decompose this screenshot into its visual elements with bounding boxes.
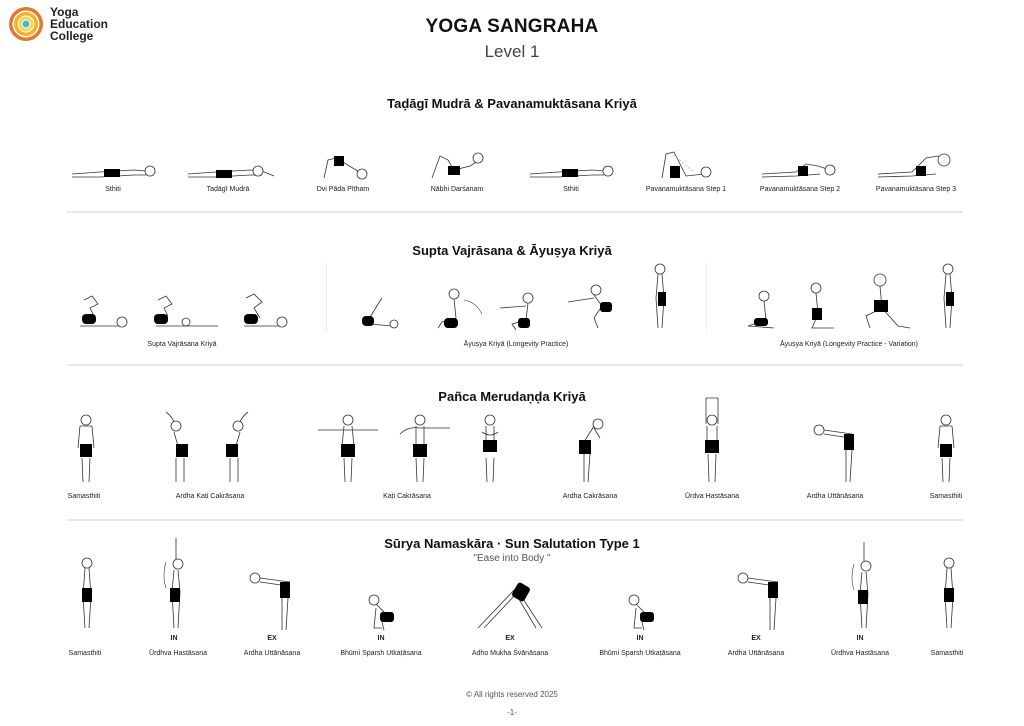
sit-up-icon (430, 288, 486, 332)
lying-supine-icon (528, 156, 618, 180)
pose-label: Nābhi Darśanam (430, 186, 484, 193)
pose-label: Kaṭi Cakrāsana (383, 493, 431, 500)
lying-supine-icon (70, 156, 160, 180)
chair-pose-icon (564, 282, 616, 332)
pose-label: Ūrdhva Hastāsana (149, 650, 207, 657)
pose-label: Ardha Uttānāsana (243, 650, 301, 657)
knee-to-chest-icon (656, 150, 716, 182)
pose-label: Ardha Uttānāsana (806, 493, 864, 500)
page-title: YOGA SANGRAHA (425, 16, 599, 37)
section-title-tadagi: Taḍāgī Mudrā & Pavanamuktāsana Kriyā (387, 96, 637, 111)
pose-label: Sthiti (563, 186, 579, 193)
downward-dog-icon (476, 580, 548, 632)
squat-icon (626, 594, 658, 632)
standing-front-icon (74, 414, 98, 484)
logo-line: College (50, 29, 94, 43)
arms-up-side-icon (162, 536, 186, 632)
pose-label: Pavanamuktāsana Step 3 (875, 186, 957, 193)
copyright-text: © All rights reserved 2025 (466, 690, 558, 699)
half-forward-fold-icon (248, 570, 296, 632)
side-bend-icon (164, 410, 192, 484)
navel-gaze-icon (428, 150, 488, 182)
side-bend-icon (222, 410, 250, 484)
group-separator (706, 262, 707, 332)
bridge-pose-icon (320, 152, 370, 182)
group-label: Āyuṣya Kriyā (Longevity Practice - Variation) (780, 341, 918, 348)
pose-label: Ūrdva Hastāsana (684, 493, 740, 500)
pose-label: Ardha Uttānāsana (727, 650, 785, 657)
standing-side-icon (648, 262, 672, 332)
pose-label: Sthiti (105, 186, 121, 193)
pose-label: Taḍāgī Mudrā (206, 186, 250, 193)
page-subtitle: Level 1 (484, 42, 540, 61)
supta-vajrasana-icon (152, 294, 222, 330)
group-label: Āyuṣya Kriyā (Longevity Practice) (463, 341, 569, 348)
breath-indicator: IN (377, 635, 385, 642)
breath-indicator: IN (170, 635, 178, 642)
lying-supine-icon (186, 156, 276, 180)
pose-label: Samasthiti (929, 493, 963, 500)
pose-label: Pavanamuktāsana Step 1 (645, 186, 727, 193)
section-divider (67, 519, 963, 521)
supta-vajrasana-icon (240, 292, 292, 330)
group-label: Supta Vajrāsana Kriyā (147, 341, 217, 348)
standing-side-icon (76, 556, 98, 632)
breath-indicator: EX (751, 635, 761, 642)
twist-icon (478, 414, 502, 484)
pose-label: Ardha Cakrāsana (562, 493, 618, 500)
logo-line: Yoga (50, 5, 79, 19)
arms-out-icon (316, 414, 380, 484)
section-subtitle: "Ease into Body " (473, 553, 551, 564)
pose-label: Pavanamuktāsana Step 2 (759, 186, 841, 193)
arms-up-icon (700, 396, 724, 484)
breath-indicator: EX (267, 635, 277, 642)
page-number: -1- (507, 708, 517, 717)
kneeling-sit-icon (742, 288, 782, 332)
twist-icon (396, 414, 452, 484)
squat-icon (366, 594, 398, 632)
leg-raise-icon (358, 294, 402, 332)
section-divider (67, 364, 963, 366)
standing-side-icon (938, 556, 960, 632)
breath-indicator: IN (636, 635, 644, 642)
pose-label: Samasthiti (67, 493, 101, 500)
section-title-panca-merudanda: Pañca Merudaṇḍa Kriyā (438, 389, 586, 404)
kneeling-lean-icon (800, 280, 840, 332)
standing-side-icon (936, 262, 960, 332)
lunge-pose-icon (860, 272, 912, 332)
section-title-surya-namaskara: Sūrya Namaskāra · Sun Salutation Type 1 (384, 536, 640, 551)
breath-indicator: IN (856, 635, 864, 642)
breath-indicator: EX (505, 635, 515, 642)
pose-label: Bhūmi Sparsh Utkaṭāsana (599, 650, 681, 657)
pose-label: Samasthiti (68, 650, 102, 657)
knee-to-chest-icon (760, 154, 840, 180)
boat-pose-icon (496, 290, 540, 332)
forward-bend-icon (576, 418, 606, 484)
pose-label: Samasthiti (930, 650, 964, 657)
pose-label: Adho Mukha Śvānāsana (471, 650, 549, 657)
logo-line: Education (50, 17, 109, 31)
standing-front-icon (934, 414, 958, 484)
supta-vajrasana-icon (76, 294, 132, 330)
pose-label: Bhūmi Sparsh Utkaṭāsana (340, 650, 422, 657)
pose-label: Ūrdhva Hastāsana (831, 650, 889, 657)
pose-label: Ardha Kaṭi Cakrāsana (175, 493, 245, 500)
knee-to-chest-icon (876, 150, 956, 180)
group-separator (326, 262, 327, 332)
pose-label: Dvi Pāda Pīṭham (316, 186, 370, 193)
section-divider (67, 211, 963, 213)
section-title-supta-vajrasana: Supta Vajrāsana & Āyuṣya Kriyā (412, 243, 612, 258)
half-forward-fold-icon (812, 422, 858, 484)
arms-up-side-icon (850, 540, 874, 632)
half-forward-fold-icon (736, 570, 784, 632)
